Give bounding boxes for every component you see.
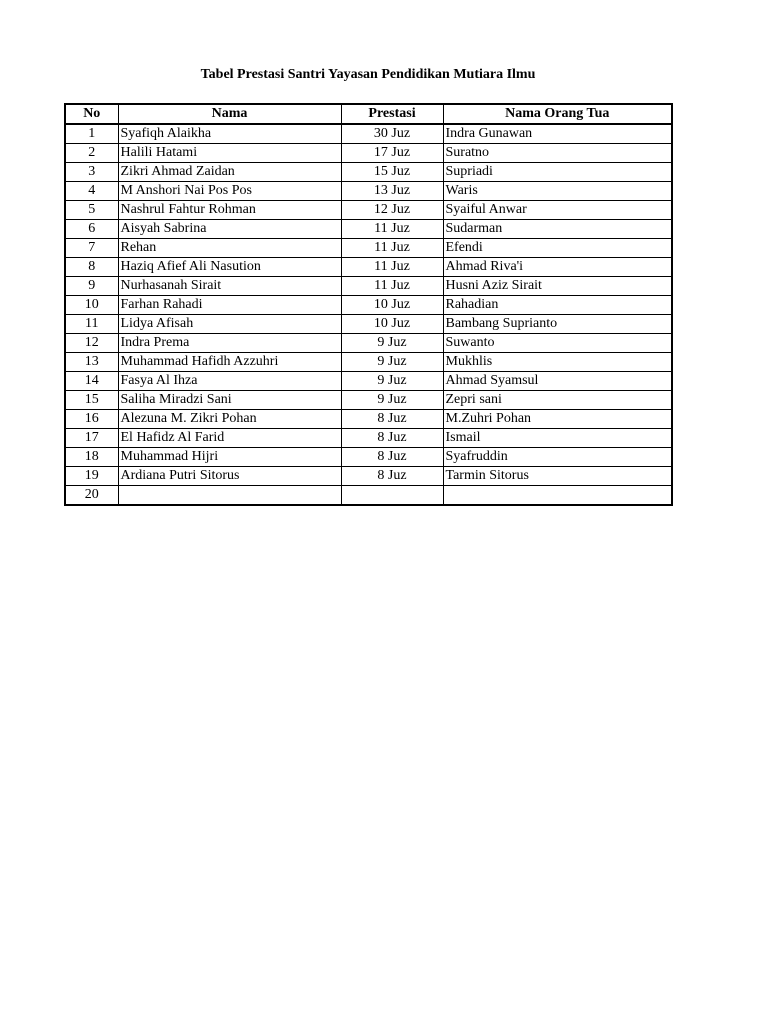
- cell-prestasi: 12 Juz: [341, 201, 443, 220]
- cell-no: 15: [65, 391, 118, 410]
- cell-prestasi: [341, 486, 443, 506]
- table-row: [65, 467, 672, 486]
- table-row: [65, 277, 672, 296]
- header-prestasi: Prestasi: [341, 104, 443, 124]
- cell-prestasi: 8 Juz: [341, 429, 443, 448]
- header-nama-orang-tua: Nama Orang Tua: [443, 104, 672, 124]
- achievement-table-container: [64, 103, 673, 506]
- cell-prestasi: 9 Juz: [341, 334, 443, 353]
- cell-prestasi: 9 Juz: [341, 391, 443, 410]
- table-header-row: [65, 104, 672, 124]
- cell-nama-orang-tua: Efendi: [443, 239, 672, 258]
- cell-nama: Haziq Afief Ali Nasution: [118, 258, 341, 277]
- cell-prestasi: 11 Juz: [341, 220, 443, 239]
- cell-prestasi: 9 Juz: [341, 353, 443, 372]
- cell-nama: Zikri Ahmad Zaidan: [118, 163, 341, 182]
- cell-nama-orang-tua: Sudarman: [443, 220, 672, 239]
- cell-no: 19: [65, 467, 118, 486]
- achievement-table: [64, 103, 673, 506]
- cell-nama-orang-tua: Mukhlis: [443, 353, 672, 372]
- cell-nama: Muhammad Hijri: [118, 448, 341, 467]
- cell-prestasi: 8 Juz: [341, 448, 443, 467]
- table-row: [65, 410, 672, 429]
- cell-nama-orang-tua: Syaiful Anwar: [443, 201, 672, 220]
- cell-nama: Rehan: [118, 239, 341, 258]
- table-row: [65, 239, 672, 258]
- cell-nama-orang-tua: Ahmad Riva'i: [443, 258, 672, 277]
- table-row: [65, 429, 672, 448]
- table-row: [65, 372, 672, 391]
- page-title: Tabel Prestasi Santri Yayasan Pendidikan Mutiara Ilmu: [200, 67, 536, 82]
- cell-nama: Ardiana Putri Sitorus: [118, 467, 341, 486]
- table-row: [65, 201, 672, 220]
- cell-nama: Saliha Miradzi Sani: [118, 391, 341, 410]
- cell-prestasi: 30 Juz: [341, 124, 443, 144]
- table-row: [65, 353, 672, 372]
- cell-nama: Alezuna M. Zikri Pohan: [118, 410, 341, 429]
- table-row: [65, 296, 672, 315]
- cell-prestasi: 8 Juz: [341, 410, 443, 429]
- table-row: [65, 163, 672, 182]
- table-row: [65, 220, 672, 239]
- table-row: [65, 315, 672, 334]
- table-row: [65, 391, 672, 410]
- cell-prestasi: 11 Juz: [341, 258, 443, 277]
- cell-nama: Indra Prema: [118, 334, 341, 353]
- cell-nama: Fasya Al Ihza: [118, 372, 341, 391]
- cell-nama: Farhan Rahadi: [118, 296, 341, 315]
- cell-nama: Muhammad Hafidh Azzuhri: [118, 353, 341, 372]
- cell-nama-orang-tua: Syafruddin: [443, 448, 672, 467]
- cell-no: 20: [65, 486, 118, 506]
- cell-nama-orang-tua: Ismail: [443, 429, 672, 448]
- table-row: [65, 182, 672, 201]
- cell-nama: Aisyah Sabrina: [118, 220, 341, 239]
- cell-prestasi: 10 Juz: [341, 315, 443, 334]
- cell-no: 8: [65, 258, 118, 277]
- cell-nama-orang-tua: Suwanto: [443, 334, 672, 353]
- cell-nama-orang-tua: Supriadi: [443, 163, 672, 182]
- table-row: [65, 486, 672, 506]
- cell-prestasi: 10 Juz: [341, 296, 443, 315]
- cell-no: 1: [65, 124, 118, 144]
- cell-nama-orang-tua: Tarmin Sitorus: [443, 467, 672, 486]
- cell-prestasi: 8 Juz: [341, 467, 443, 486]
- cell-nama: Syafiqh Alaikha: [118, 124, 341, 144]
- cell-nama-orang-tua: Bambang Suprianto: [443, 315, 672, 334]
- cell-nama: Lidya Afisah: [118, 315, 341, 334]
- table-row: [65, 124, 672, 144]
- cell-prestasi: 11 Juz: [341, 239, 443, 258]
- cell-prestasi: 9 Juz: [341, 372, 443, 391]
- cell-no: 14: [65, 372, 118, 391]
- cell-nama: [118, 486, 341, 506]
- cell-nama: Halili Hatami: [118, 144, 341, 163]
- cell-nama-orang-tua: Zepri sani: [443, 391, 672, 410]
- table-body: [65, 124, 672, 505]
- cell-nama-orang-tua: Husni Aziz Sirait: [443, 277, 672, 296]
- cell-no: 16: [65, 410, 118, 429]
- table-row: [65, 448, 672, 467]
- header-nama: Nama: [118, 104, 341, 124]
- cell-nama-orang-tua: Rahadian: [443, 296, 672, 315]
- cell-nama: Nashrul Fahtur Rohman: [118, 201, 341, 220]
- table-row: [65, 258, 672, 277]
- cell-no: 5: [65, 201, 118, 220]
- cell-prestasi: 15 Juz: [341, 163, 443, 182]
- cell-nama-orang-tua: M.Zuhri Pohan: [443, 410, 672, 429]
- cell-no: 11: [65, 315, 118, 334]
- cell-no: 3: [65, 163, 118, 182]
- cell-prestasi: 17 Juz: [341, 144, 443, 163]
- cell-nama-orang-tua: Suratno: [443, 144, 672, 163]
- cell-no: 2: [65, 144, 118, 163]
- cell-nama-orang-tua: Indra Gunawan: [443, 124, 672, 144]
- cell-nama: Nurhasanah Sirait: [118, 277, 341, 296]
- cell-no: 7: [65, 239, 118, 258]
- cell-no: 12: [65, 334, 118, 353]
- cell-no: 4: [65, 182, 118, 201]
- table-row: [65, 144, 672, 163]
- cell-no: 13: [65, 353, 118, 372]
- cell-nama-orang-tua: Waris: [443, 182, 672, 201]
- cell-no: 6: [65, 220, 118, 239]
- cell-nama: M Anshori Nai Pos Pos: [118, 182, 341, 201]
- header-no: No: [65, 104, 118, 124]
- cell-no: 9: [65, 277, 118, 296]
- cell-nama-orang-tua: [443, 486, 672, 506]
- cell-nama-orang-tua: Ahmad Syamsul: [443, 372, 672, 391]
- cell-nama: El Hafidz Al Farid: [118, 429, 341, 448]
- cell-no: 17: [65, 429, 118, 448]
- cell-prestasi: 13 Juz: [341, 182, 443, 201]
- cell-prestasi: 11 Juz: [341, 277, 443, 296]
- cell-no: 18: [65, 448, 118, 467]
- table-row: [65, 334, 672, 353]
- cell-no: 10: [65, 296, 118, 315]
